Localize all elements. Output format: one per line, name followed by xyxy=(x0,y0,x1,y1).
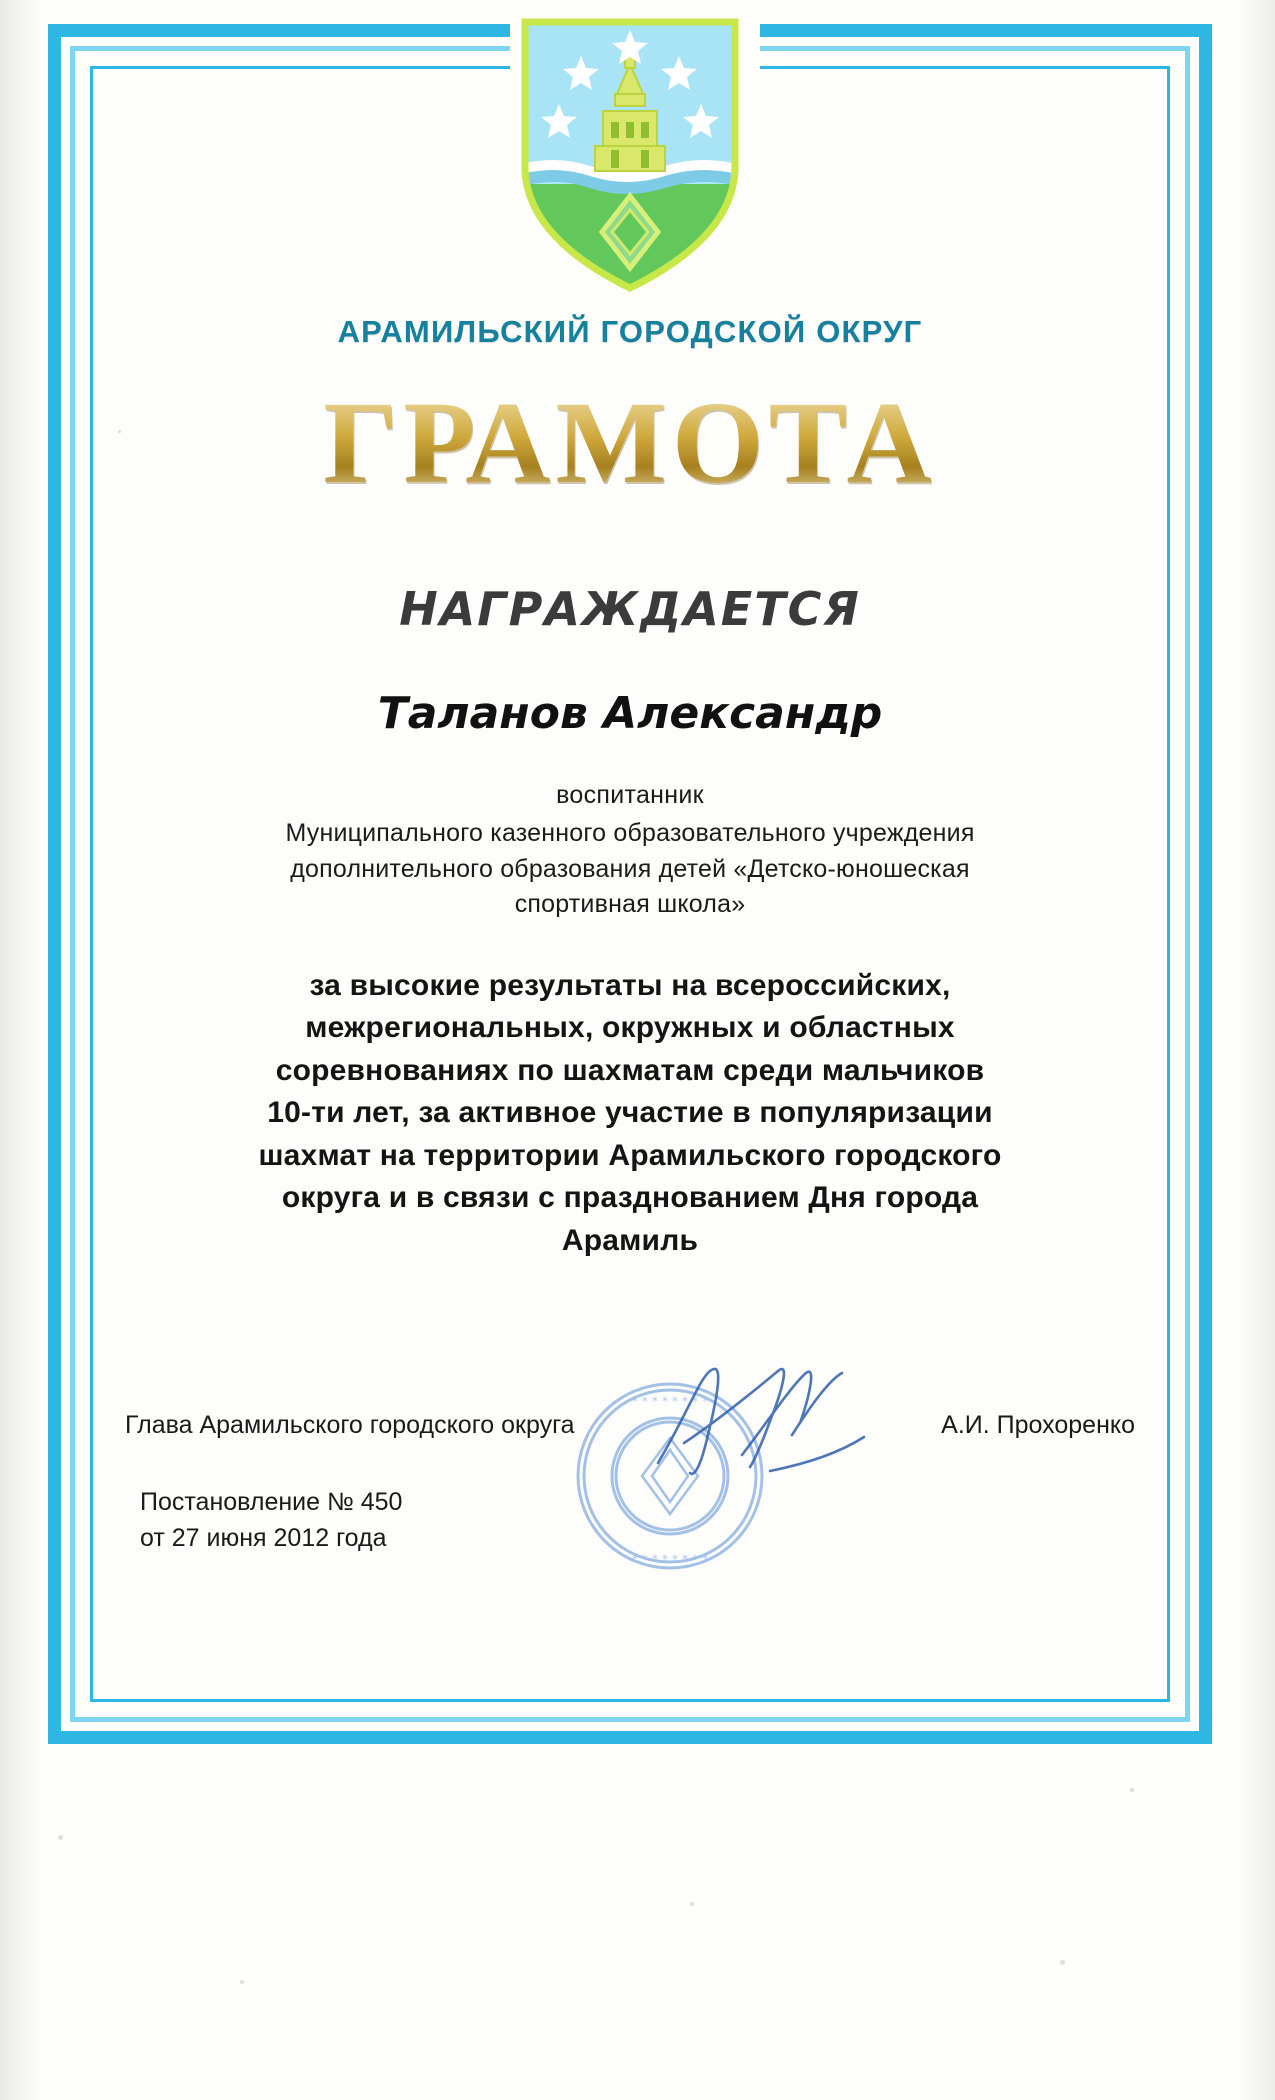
reason-line: 10-ти лет, за активное участие в популяризации xyxy=(267,1096,993,1130)
scan-speck xyxy=(690,1902,694,1906)
award-reason xyxy=(125,965,1135,1263)
reason-line: за высокие результаты на всероссийских, xyxy=(309,968,951,1002)
awarded-label: НАГРАЖДАЕТСЯ xyxy=(399,582,861,636)
recipient-name: Таланов Александр xyxy=(377,688,883,739)
recipient-role: воспитанник xyxy=(556,781,704,809)
reason-line: шахмат на территории Арамильского городского xyxy=(258,1138,1002,1172)
svg-text:∗ ∗ ∗ ∗ ∗ ∗ ∗ ∗: ∗ ∗ ∗ ∗ ∗ ∗ ∗ ∗ xyxy=(631,1552,709,1562)
signature-row xyxy=(125,1411,1135,1440)
certificate-sheet xyxy=(30,6,1230,1766)
scan-speck xyxy=(1060,1960,1065,1965)
reason-line: Арамиль xyxy=(561,1224,699,1258)
svg-text:∗ ∗ ∗ ∗ ∗ ∗ ∗ ∗: ∗ ∗ ∗ ∗ ∗ ∗ ∗ ∗ xyxy=(631,1394,709,1404)
certificate-content xyxy=(125,66,1135,1263)
scan-speck xyxy=(58,1835,63,1840)
decree-number: Постановление № 450 xyxy=(140,1488,403,1516)
reason-line: межрегиональных, окружных и областных xyxy=(305,1011,955,1045)
institution-line: Муниципального казенного образовательного учреждения xyxy=(285,819,975,847)
scan-speck xyxy=(1130,1788,1134,1792)
reason-line: округа и в связи с празднованием Дня города xyxy=(281,1181,979,1215)
scan-speck xyxy=(240,1980,244,1984)
coat-of-arms-icon xyxy=(515,16,745,296)
institution-name xyxy=(125,816,1135,923)
institution-line: спортивная школа» xyxy=(514,890,746,918)
reason-line: соревнованиях по шахматам среди мальчиков xyxy=(275,1053,985,1087)
page-title: ГРАМОТА xyxy=(125,384,1135,502)
signatory-name: А.И. Прохоренко xyxy=(941,1411,1135,1439)
decree-date: от 27 июня 2012 года xyxy=(140,1524,387,1553)
signatory-position: Глава Арамильского городского округа xyxy=(125,1411,575,1439)
organization-name: АРАМИЛЬСКИЙ ГОРОДСКОЙ ОКРУГ xyxy=(337,314,923,349)
institution-line: дополнительного образования детей «Детско-юношеская xyxy=(290,854,970,883)
decree-info xyxy=(140,1484,402,1557)
scan-speck xyxy=(118,430,121,433)
